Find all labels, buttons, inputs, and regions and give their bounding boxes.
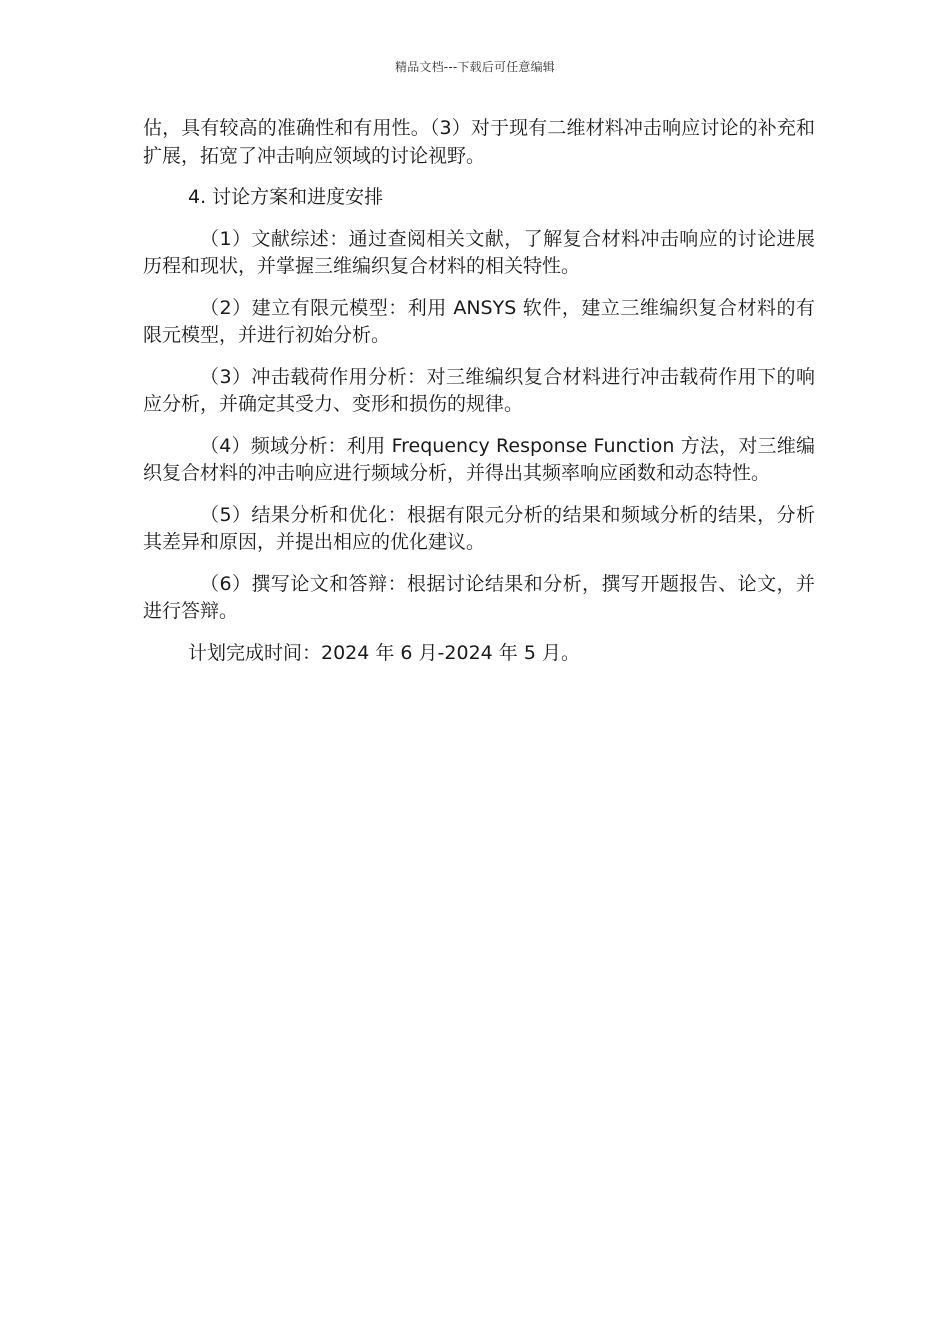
- step-thesis-defense: （6）撰写论文和答辩：根据讨论结果和分析，撰写开题报告、论文，并进行答辩。: [143, 572, 815, 622]
- paragraph-continuation: 估，具有较高的准确性和有用性。（3）对于现有二维材料冲击响应讨论的补充和扩展，拓宽了冲击响应领域的讨论视野。: [143, 117, 815, 167]
- step-literature-review: （1）文献综述：通过查阅相关文献，了解复合材料冲击响应的讨论进展历程和现状，并掌握三维编织复合材料的相关特性。: [143, 227, 815, 277]
- step-results-optimization: （5）结果分析和优化：根据有限元分析的结果和频域分析的结果，分析其差异和原因，并提出相应的优化建议。: [143, 503, 815, 553]
- step-frequency-analysis: （4）频域分析：利用 Frequency Response Function 方法，对三维编织复合材料的冲击响应进行频域分析，并得出其频率响应函数和动态特性。: [143, 434, 815, 484]
- section-heading: 4. 讨论方案和进度安排: [188, 186, 384, 208]
- page-header: 精品文档---下载后可任意编辑: [395, 60, 555, 74]
- step-impact-analysis: （3）冲击载荷作用分析：对三维编织复合材料进行冲击载荷作用下的响应分析，并确定其受力、变形和损伤的规律。: [143, 365, 815, 415]
- schedule-line: 计划完成时间：2024 年 6 月-2024 年 5 月。: [188, 641, 580, 664]
- document-body: [143, 115, 815, 681]
- step-fem-model: （2）建立有限元模型：利用 ANSYS 软件，建立三维编织复合材料的有限元模型，并进行初始分析。: [143, 296, 815, 346]
